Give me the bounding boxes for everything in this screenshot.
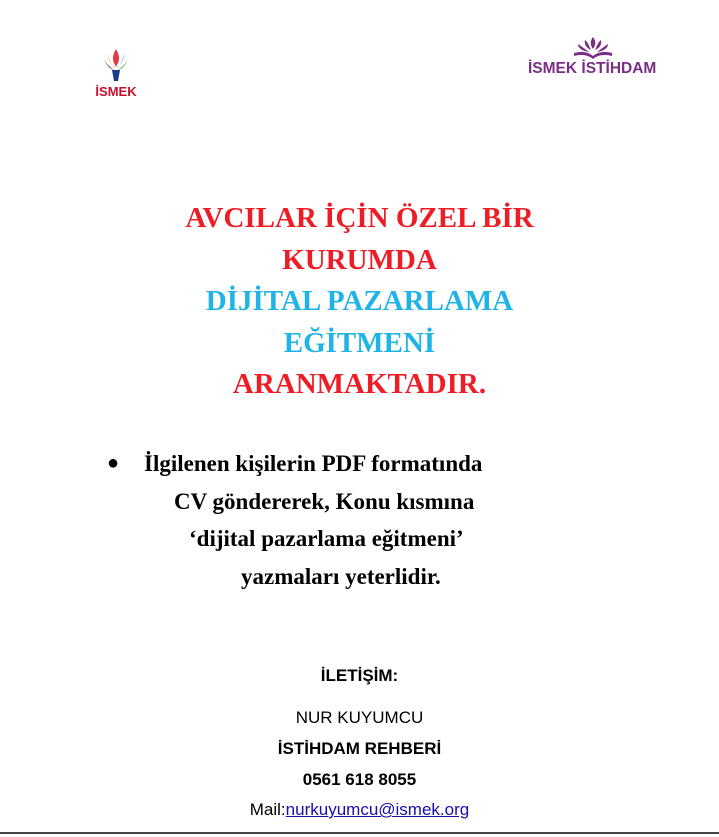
mail-link[interactable]: nurkuyumcu@ismek.org <box>285 800 470 819</box>
contact-name: NUR KUYUMCU <box>295 708 424 727</box>
ismek-logo <box>91 47 151 107</box>
ismek-istihdam-logo-text: İSMEK İSTİHDAM <box>528 60 657 77</box>
mail-label: Mail: <box>249 800 286 819</box>
ismek-book-icon <box>568 33 618 61</box>
headline-line-4: EĞİTMENİ <box>283 326 436 359</box>
instruction-line-2: CV göndererek, Konu kısmına <box>174 488 475 514</box>
headline-line-5: ARANMAKTADIR. <box>232 368 487 400</box>
instruction-line-3: ‘dijital pazarlama eğitmeni’ <box>189 526 464 551</box>
contact-phone: 0561 618 8055 <box>302 770 417 789</box>
contact-mail <box>0 800 719 820</box>
headline-line-2: KURUMDA <box>282 243 437 276</box>
contact-heading: İLETİŞİM: <box>320 666 399 685</box>
instruction-line-4: yazmaları yeterlidir. <box>241 563 441 589</box>
ismek-logo-text: İSMEK <box>95 84 137 99</box>
instruction-line-1: İlgilenen kişilerin PDF formatında <box>144 451 483 476</box>
bullet-icon: ● <box>107 452 120 474</box>
headline-line-3: DİJİTAL PAZARLAMA <box>205 285 514 317</box>
page-bottom-border <box>0 832 719 834</box>
contact-role: İSTİHDAM REHBERİ <box>277 739 442 758</box>
ismek-istihdam-logo <box>528 33 678 83</box>
headline-line-1: AVCILAR İÇİN ÖZEL BİR <box>185 202 534 234</box>
ismek-flame-icon <box>100 47 132 83</box>
headline <box>0 198 719 406</box>
